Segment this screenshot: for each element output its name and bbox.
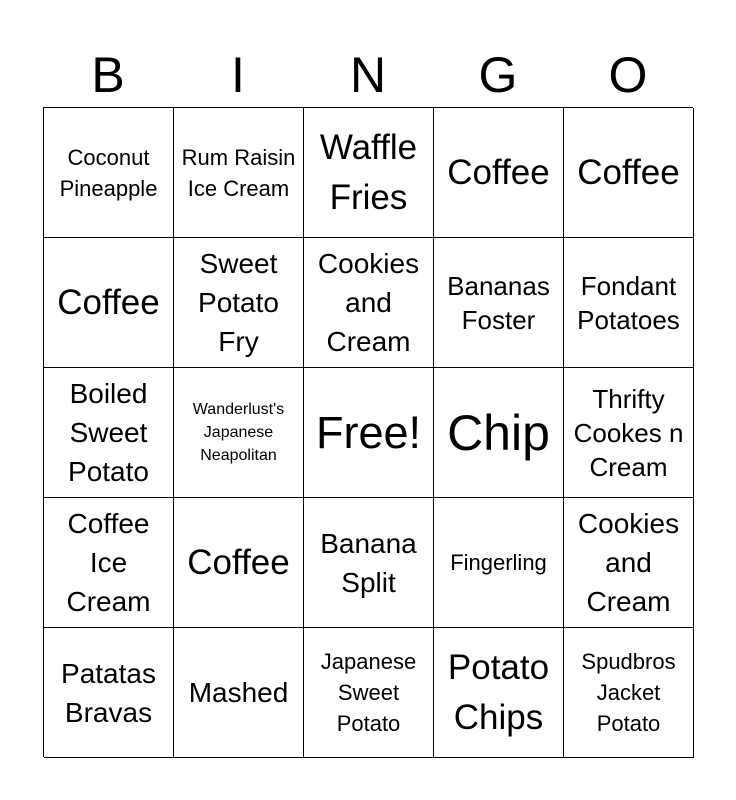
bingo-cell[interactable] — [304, 628, 434, 758]
bingo-cell[interactable] — [434, 498, 564, 628]
header-letter-i: I — [231, 47, 245, 103]
cell-label: Spudbros Jacket Potato — [581, 649, 676, 736]
bingo-cell[interactable] — [44, 498, 174, 628]
bingo-cell[interactable] — [174, 368, 304, 498]
bingo-cell[interactable] — [564, 628, 694, 758]
cell-label: Potato Chips — [447, 647, 550, 737]
cell-label: Coffee — [577, 152, 680, 192]
bingo-cell[interactable] — [44, 108, 174, 238]
bingo-cell[interactable] — [434, 628, 564, 758]
cell-label: Cookies and Cream — [317, 248, 420, 357]
bingo-cell[interactable] — [174, 238, 304, 368]
cell-label: Sweet Potato Fry — [198, 248, 279, 357]
bingo-cell[interactable] — [434, 368, 564, 498]
bingo-cell[interactable] — [564, 108, 694, 238]
free-space-label: Free! — [315, 406, 422, 458]
header-letter-o: O — [608, 47, 648, 103]
cell-label: Chip — [447, 404, 550, 461]
cell-label: Thrifty Cookes n Cream — [573, 383, 684, 482]
cell-label: Rum Raisin Ice Cream — [181, 144, 296, 201]
bingo-cell[interactable] — [174, 108, 304, 238]
cell-label: Coffee — [447, 152, 550, 192]
bingo-cell[interactable] — [564, 368, 694, 498]
cell-label: Coconut Pineapple — [59, 144, 158, 201]
cell-label: Waffle Fries — [319, 127, 418, 217]
cell-label: Boiled Sweet Potato — [68, 378, 149, 487]
cell-label: Banana Split — [320, 527, 417, 598]
header-letter-n: N — [349, 47, 387, 103]
bingo-cell[interactable] — [44, 368, 174, 498]
cell-label: Bananas Foster — [447, 270, 550, 335]
header-letter-g: G — [478, 47, 518, 103]
bingo-cell[interactable] — [174, 498, 304, 628]
cell-label: Coffee Ice Cream — [66, 508, 151, 617]
bingo-cell[interactable] — [174, 628, 304, 758]
bingo-cell[interactable] — [304, 238, 434, 368]
bingo-cell[interactable] — [564, 498, 694, 628]
bingo-cell[interactable] — [434, 108, 564, 238]
bingo-header — [43, 42, 693, 108]
free-space-cell[interactable] — [304, 368, 434, 498]
cell-label: Fondant Potatoes — [577, 270, 680, 335]
cell-label: Patatas Bravas — [61, 657, 156, 728]
cell-label: Mashed — [188, 677, 289, 708]
cell-label: Japanese Sweet Potato — [320, 649, 417, 736]
cell-label: Cookies and Cream — [577, 508, 680, 617]
bingo-cell[interactable] — [564, 238, 694, 368]
cell-label: Fingerling — [450, 550, 547, 575]
bingo-cell[interactable] — [434, 238, 564, 368]
header-letter-b: B — [91, 47, 125, 103]
cell-label: Coffee — [187, 542, 290, 582]
bingo-cell[interactable] — [44, 628, 174, 758]
cell-label: Wanderlust's Japanese Neapolitan — [192, 401, 285, 464]
cell-label: Coffee — [57, 282, 160, 322]
bingo-cell[interactable] — [44, 238, 174, 368]
bingo-cell[interactable] — [304, 108, 434, 238]
bingo-cell[interactable] — [304, 498, 434, 628]
bingo-card-grid — [43, 107, 693, 757]
